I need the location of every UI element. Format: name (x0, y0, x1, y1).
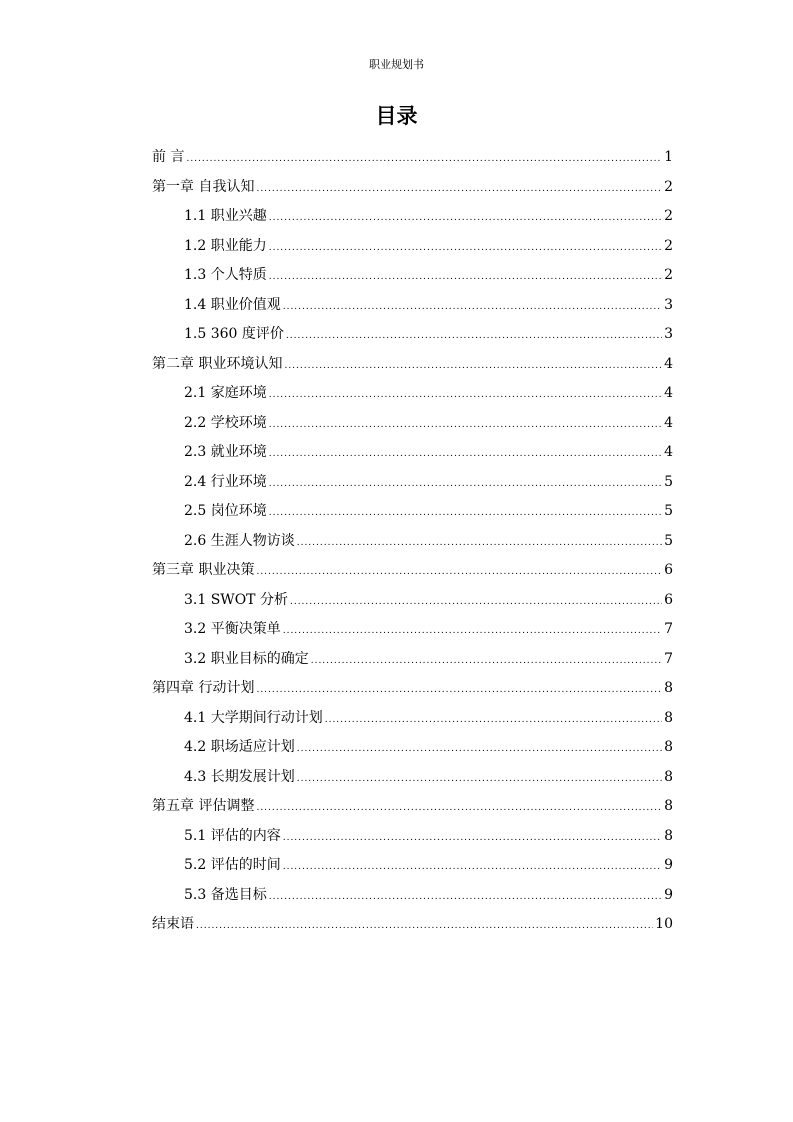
toc-entry-label: 4.1 大学期间行动计划 (184, 709, 323, 726)
toc-page-number: 6 (664, 562, 673, 578)
toc-section-entry[interactable] (152, 586, 673, 616)
toc-section-entry[interactable] (152, 645, 673, 675)
toc-page-number: 5 (664, 473, 673, 490)
toc-section-entry[interactable] (152, 379, 673, 409)
dot-leader (269, 883, 662, 913)
toc-entry-label: 第三章 职业决策 (152, 562, 255, 578)
dot-leader (286, 322, 662, 352)
toc-chapter-entry[interactable] (152, 350, 673, 380)
toc-section-entry[interactable] (152, 291, 673, 321)
toc-section-entry[interactable] (152, 438, 673, 468)
toc-page-number: 7 (664, 650, 673, 667)
toc-entry-label: 第四章 行动计划 (152, 680, 255, 696)
dot-leader (311, 647, 662, 677)
dot-leader (269, 499, 662, 529)
dot-leader (269, 440, 662, 470)
toc-section-entry[interactable] (152, 468, 673, 498)
toc-section-entry[interactable] (152, 851, 673, 881)
toc-page-number: 4 (664, 385, 673, 401)
toc-chapter-entry[interactable] (152, 674, 673, 704)
toc-page-number: 2 (664, 178, 673, 195)
toc-entry-label: 1.2 职业能力 (184, 237, 267, 254)
dot-leader (256, 175, 662, 205)
toc-entry-label: 1.4 职业价值观 (184, 296, 281, 313)
toc-entry-label: 第五章 评估调整 (152, 798, 255, 814)
header-divider (150, 78, 643, 79)
toc-entry-label: 4.3 长期发展计划 (184, 768, 295, 785)
toc-page-number: 4 (664, 414, 673, 431)
toc-entry-label: 3.1 SWOT 分析 (184, 591, 288, 608)
toc-page-number: 3 (664, 326, 673, 342)
toc-entry-label: 2.1 家庭环境 (184, 385, 267, 401)
dot-leader (297, 529, 662, 559)
toc-page-number: 7 (664, 621, 673, 637)
toc-page-number: 8 (664, 680, 673, 696)
toc-entry-label: 4.2 职场适应计划 (184, 739, 295, 755)
toc-page-number: 8 (664, 739, 673, 755)
toc-entry-label: 1.5 360 度评价 (184, 326, 284, 342)
toc-page-number: 6 (664, 591, 673, 608)
toc-entry-label: 2.6 生涯人物访谈 (184, 532, 295, 549)
dot-leader (186, 145, 662, 175)
toc-page-number: 2 (664, 237, 673, 254)
toc-page-number: 8 (664, 827, 673, 844)
toc-entry-label: 3.2 职业目标的确定 (184, 650, 309, 667)
dot-leader (196, 912, 653, 942)
dot-leader (297, 735, 662, 765)
dot-leader (290, 588, 662, 618)
toc-entry-label: 1.3 个人特质 (184, 267, 267, 283)
toc-entry-label: 5.2 评估的时间 (184, 857, 281, 873)
toc-entry-label: 第一章 自我认知 (152, 178, 255, 195)
toc-entry-label: 2.5 岗位环境 (184, 503, 267, 519)
dot-leader (284, 352, 662, 382)
toc-title: 目录 (375, 104, 418, 128)
dot-leader (269, 204, 662, 234)
toc-page-number: 4 (664, 444, 673, 460)
toc-page-number: 8 (664, 768, 673, 785)
toc-entry-label: 第二章 职业环境认知 (152, 355, 283, 372)
dot-leader (283, 824, 662, 854)
toc-entry-label: 前 言 (152, 149, 185, 165)
toc-page-number: 5 (664, 532, 673, 549)
toc-section-entry[interactable] (152, 202, 673, 232)
toc-chapter-entry[interactable] (152, 173, 673, 203)
toc-section-entry[interactable] (152, 822, 673, 852)
dot-leader (256, 558, 662, 588)
dot-leader (283, 293, 662, 323)
toc-chapter-entry[interactable] (152, 792, 673, 822)
toc-section-entry[interactable] (152, 763, 673, 793)
dot-leader (256, 794, 662, 824)
toc-section-entry[interactable] (152, 615, 673, 645)
dot-leader (269, 381, 662, 411)
toc-page-number: 5 (664, 503, 673, 519)
toc-page-number: 1 (664, 149, 673, 165)
table-of-contents (152, 143, 673, 940)
toc-entry-label: 2.2 学校环境 (184, 414, 267, 431)
toc-section-entry[interactable] (152, 409, 673, 439)
toc-page-number: 3 (664, 296, 673, 313)
dot-leader (269, 234, 662, 264)
toc-chapter-entry[interactable] (152, 910, 673, 940)
toc-section-entry[interactable] (152, 232, 673, 262)
toc-entry-label: 结束语 (152, 916, 194, 932)
toc-entry-label: 5.1 评估的内容 (184, 827, 281, 844)
toc-page-number: 4 (664, 355, 673, 372)
dot-leader (269, 411, 662, 441)
toc-page-number: 2 (664, 208, 673, 224)
running-header: 职业规划书 (369, 58, 424, 71)
dot-leader (269, 470, 662, 500)
toc-entry-label: 3.2 平衡决策单 (184, 621, 281, 637)
dot-leader (297, 765, 662, 795)
toc-entry-label: 5.3 备选目标 (184, 886, 267, 903)
toc-section-entry[interactable] (152, 320, 673, 350)
toc-page-number: 8 (664, 709, 673, 726)
toc-section-entry[interactable] (152, 881, 673, 911)
toc-page-number: 8 (664, 798, 673, 814)
toc-section-entry[interactable] (152, 733, 673, 763)
toc-section-entry[interactable] (152, 497, 673, 527)
toc-page-number: 9 (664, 886, 673, 903)
toc-page-number: 10 (655, 916, 673, 932)
toc-page-number: 2 (664, 267, 673, 283)
toc-section-entry[interactable] (152, 704, 673, 734)
toc-entry-label: 2.3 就业环境 (184, 444, 267, 460)
toc-entry-label: 1.1 职业兴趣 (184, 208, 267, 224)
toc-page-number: 9 (664, 857, 673, 873)
dot-leader (283, 617, 662, 647)
dot-leader (325, 706, 662, 736)
dot-leader (283, 853, 662, 883)
dot-leader (256, 676, 662, 706)
toc-section-entry[interactable] (152, 261, 673, 291)
toc-entry-label: 2.4 行业环境 (184, 473, 267, 490)
toc-chapter-entry[interactable] (152, 556, 673, 586)
dot-leader (269, 263, 662, 293)
toc-section-entry[interactable] (152, 527, 673, 557)
toc-chapter-entry[interactable] (152, 143, 673, 173)
